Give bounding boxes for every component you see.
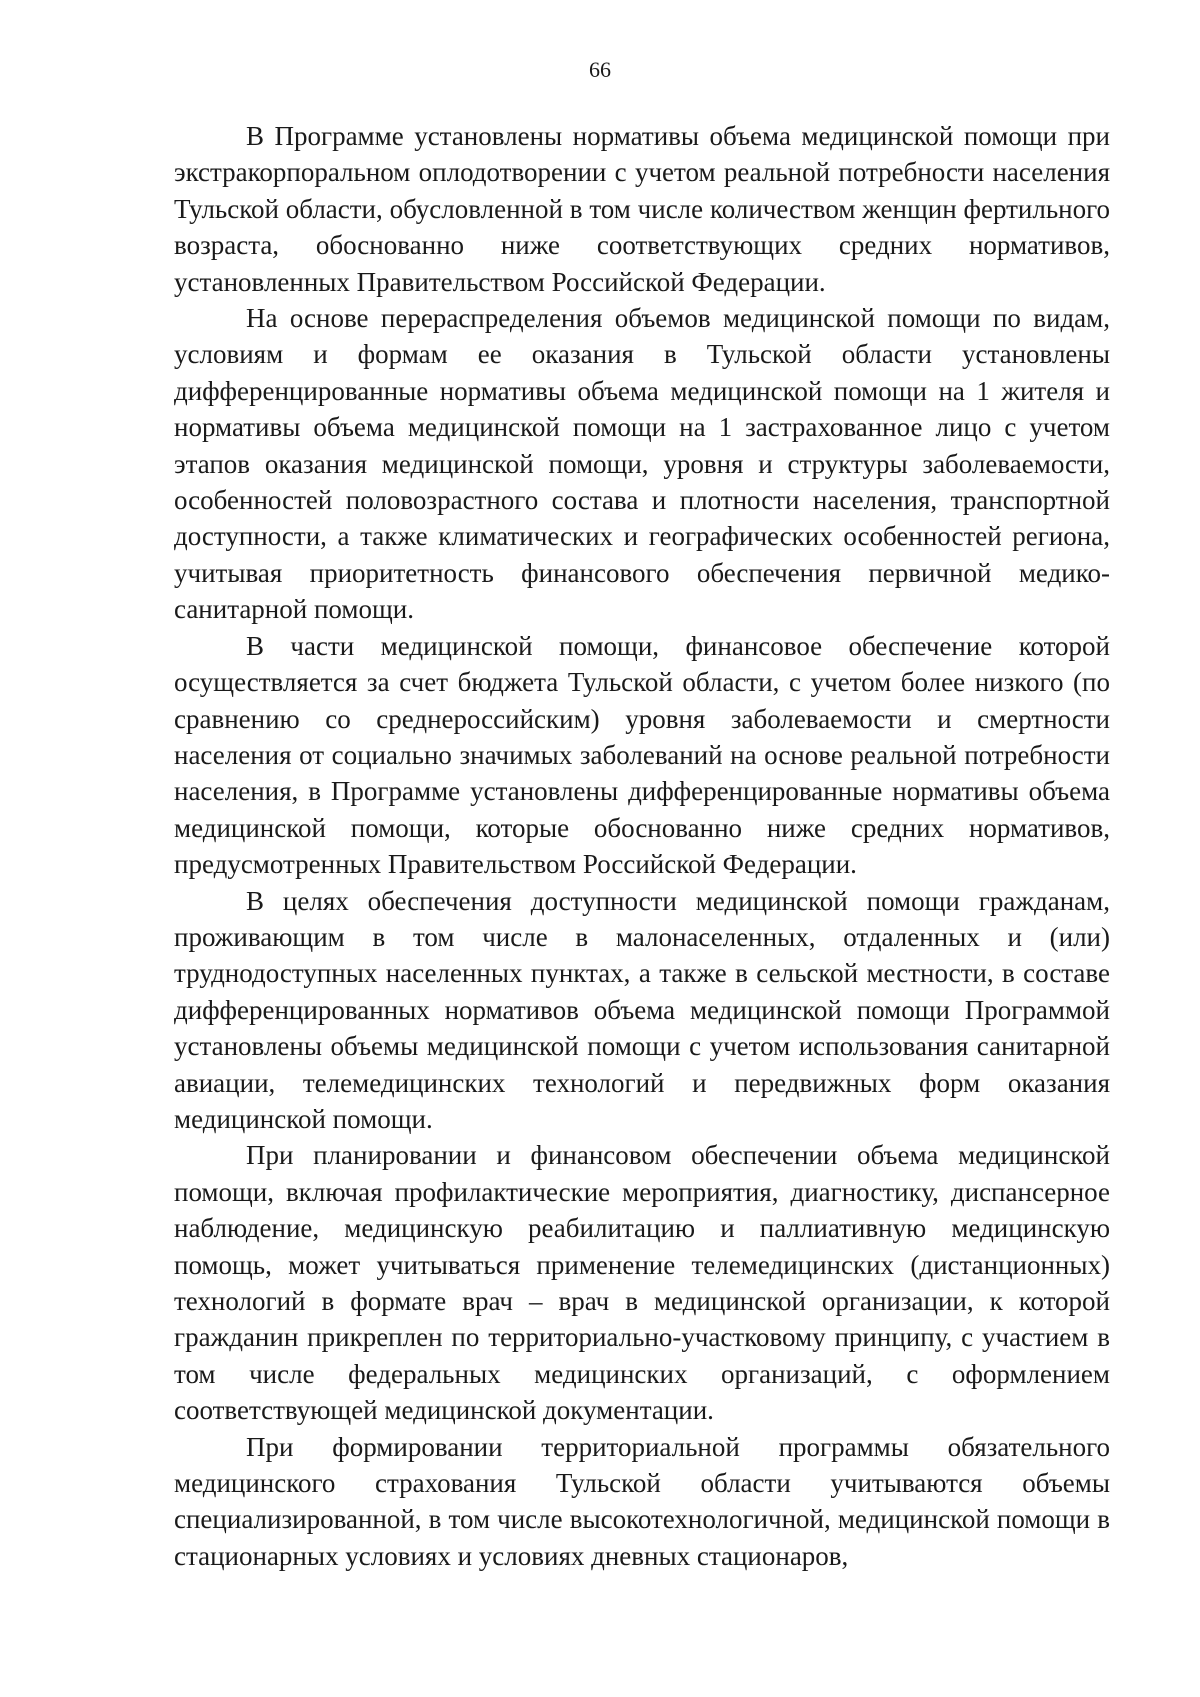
document-body [174,118,1110,1574]
paragraph-oms-program-volumes: При формировании территориальной программы обязательного медицинского страхования Тульской области учитываются объемы специализированной, в том числе высокотехнологичной, медицинской помощи в стационарных условиях и условиях дневных стационаров, [174,1431,1110,1571]
paragraph-ivf-norms: В Программе установлены нормативы объема медицинской помощи при экстракорпоральном оплодотворении с учетом реальной потребности населения Тульской области, обусловленной в том числе количеством женщин фертильного возраста, обоснованно ниже соответствующих средних нормативов, установленных Правительством Российской Федерации. [174,121,1110,297]
paragraph-redistribution-norms: На основе перераспределения объемов медицинской помощи по видам, условиям и формам ее оказания в Тульской области установлены дифференцированные нормативы объема медицинской помощи на 1 жителя и нормативы объема медицинской помощи на 1 застрахованное лицо с учетом этапов оказания медицинской помощи, уровня и структуры заболеваемости, особенностей половозрастного состава и плотности населения, транспортной доступности, а также климатических и географических особенностей региона, учитывая приоритетность финансового обеспечения первичной медико-санитарной помощи. [174,303,1110,625]
page-number: 66 [589,57,611,82]
paragraph-remote-areas-access: В целях обеспечения доступности медицинской помощи гражданам, проживающим в том числе в малонаселенных, отдаленных и (или) труднодоступных населенных пунктах, а также в сельской местности, в составе дифференцированных нормативов объема медицинской помощи Программой установлены объемы медицинской помощи с учетом использования санитарной авиации, телемедицинских технологий и передвижных форм оказания медицинской помощи. [174,885,1110,1134]
paragraph-telemedicine-planning: При планировании и финансовом обеспечении объема медицинской помощи, включая профилактические мероприятия, диагностику, диспансерное наблюдение, медицинскую реабилитацию и паллиативную медицинскую помощь, может учитываться применение телемедицинских (дистанционных) технологий в формате врач – врач в медицинской организации, к которой гражданин прикреплен по территориально-участковому принципу, с участием в том числе федеральных медицинских организаций, с оформлением соответствующей медицинской документации. [174,1140,1110,1426]
paragraph-regional-budget-care: В части медицинской помощи, финансовое обеспечение которой осуществляется за счет бюджета Тульской области, с учетом более низкого (по сравнению со среднероссийским) уровня заболеваемости и смертности населения от социально значимых заболеваний на основе реальной потребности населения, в Программе установлены дифференцированные нормативы объема медицинской помощи, которые обоснованно ниже средних нормативов, предусмотренных Правительством Российской Федерации. [174,630,1110,880]
